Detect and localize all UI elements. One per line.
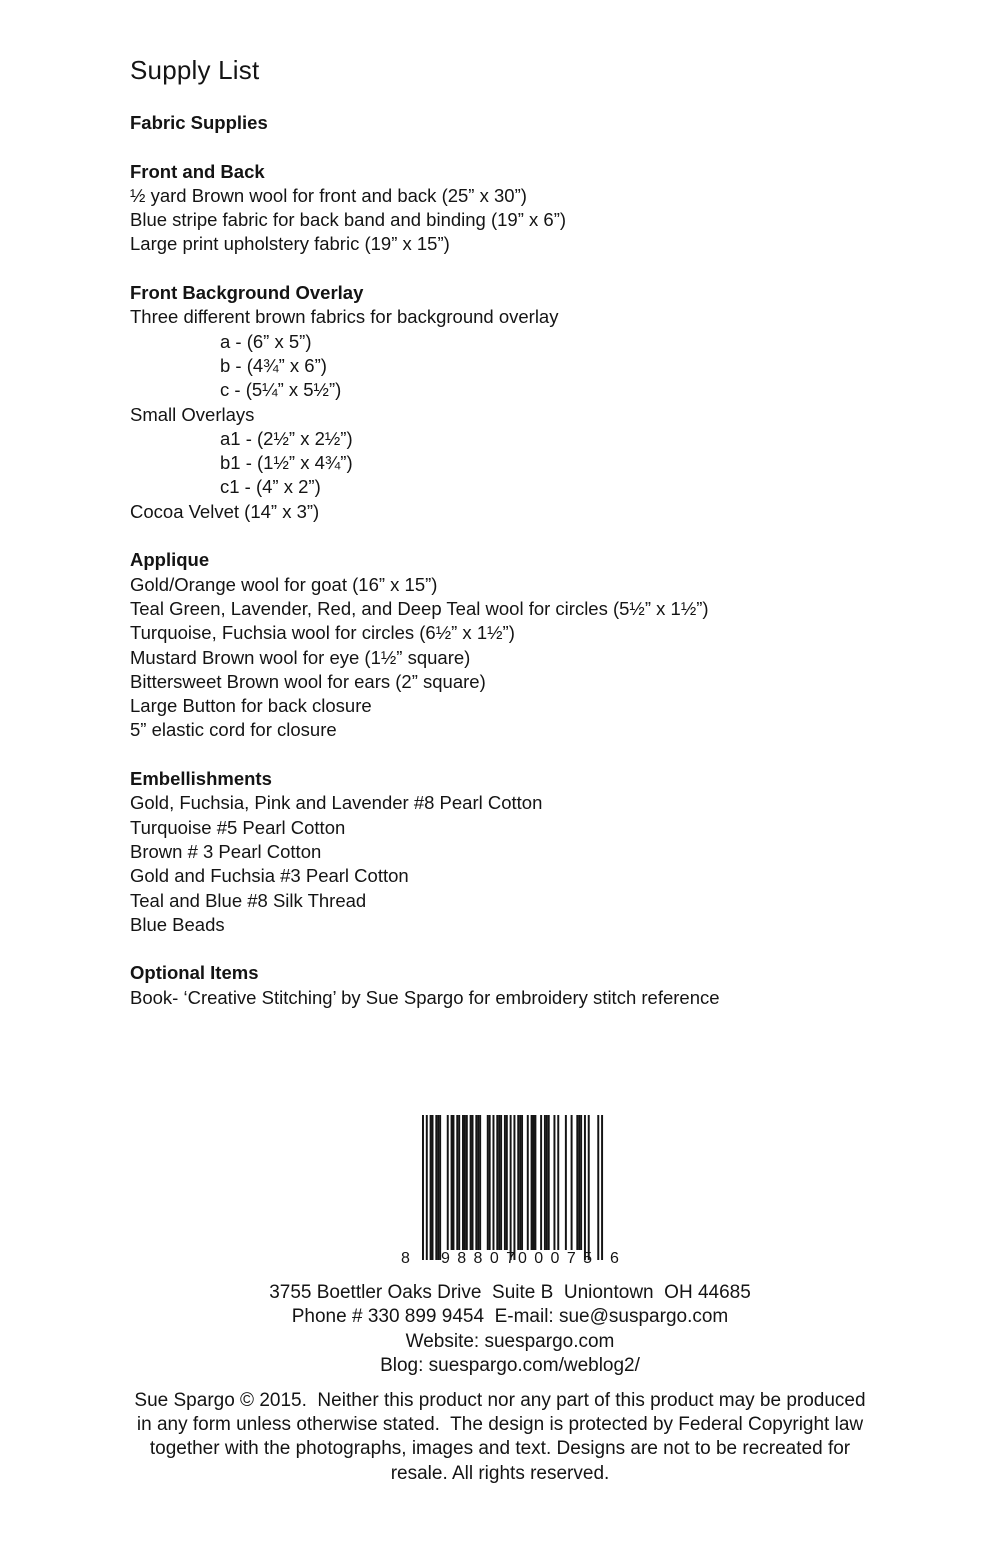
supply-line: Bittersweet Brown wool for ears (2” square) (130, 670, 486, 692)
supply-line-sub-c1: c1 - (4” x 2”) (220, 476, 321, 498)
barcode-digit-trail: 6 (610, 1250, 619, 1267)
supply-line: Small Overlays (130, 403, 255, 425)
section-front-background-overlay (130, 281, 890, 524)
barcode-digit-lead: 8 (401, 1250, 410, 1267)
section-heading-front-background-overlay: Front Background Overlay (130, 282, 364, 304)
supply-line-sub-b1: b1 - (1½” x 4¾”) (220, 452, 353, 474)
supply-line: Mustard Brown wool for eye (1½” square) (130, 646, 471, 668)
supply-line: Large Button for back closure (130, 695, 372, 717)
supply-line-sub-b: b - (4¾” x 6”) (220, 354, 327, 376)
copyright-line: together with the photographs, images and text. Designs are not to be recreated for (149, 1438, 851, 1460)
supply-line: Gold, Fuchsia, Pink and Lavender #8 Pearl Cotton (130, 792, 543, 814)
supply-line: Blue Beads (130, 913, 225, 935)
section-heading-applique: Applique (130, 549, 210, 571)
supply-line: Turquoise #5 Pearl Cotton (130, 816, 346, 838)
copyright-line: in any form unless otherwise stated. The design is protected by Federal Copyright law (136, 1414, 864, 1436)
section-fabric-supplies (130, 111, 890, 135)
copyright-block (0, 1389, 1000, 1486)
section-optional-items (130, 961, 890, 1010)
supply-line: Teal Green, Lavender, Red, and Deep Teal wool for circles (5½” x 1½”) (130, 597, 709, 619)
supply-line: Large print upholstery fabric (19” x 15”) (130, 233, 450, 255)
supply-line-sub-c: c - (5¼” x 5½”) (220, 379, 342, 401)
section-heading-embellishments: Embellishments (130, 768, 272, 790)
supply-line-sub-a: a - (6” x 5”) (220, 330, 312, 352)
barcode-digits-left: 98807 (441, 1250, 515, 1267)
barcode-bars (422, 1115, 603, 1260)
contact-block (10, 1281, 1000, 1378)
section-front-and-back (130, 160, 890, 257)
copyright-line: Sue Spargo © 2015. Neither this product nor any part of this product may be produced (134, 1390, 866, 1411)
page-title: Supply List (130, 55, 260, 85)
barcode-digits-right: 00075 (518, 1250, 592, 1267)
supply-line: Gold/Orange wool for goat (16” x 15”) (130, 573, 438, 595)
supply-list-content (130, 55, 890, 1010)
section-embellishments (130, 767, 890, 937)
supply-line-sub-a1: a1 - (2½” x 2½”) (220, 427, 353, 449)
contact-blog: Blog: suespargo.com/weblog2/ (380, 1354, 640, 1376)
supply-line: 5” elastic cord for closure (130, 719, 337, 741)
supply-line: Gold and Fuchsia #3 Pearl Cotton (130, 865, 409, 887)
supply-line: Three different brown fabrics for background overlay (130, 306, 559, 328)
section-heading-fabric-supplies: Fabric Supplies (130, 112, 268, 133)
supply-line: Blue stripe fabric for back band and binding (19” x 6”) (130, 209, 567, 231)
contact-address: 3755 Boettler Oaks Drive Suite B Uniontown OH 44685 (269, 1282, 751, 1303)
supply-line: Cocoa Velvet (14” x 3”) (130, 500, 320, 522)
supply-line: Teal and Blue #8 Silk Thread (130, 889, 367, 911)
upc-barcode (395, 1113, 625, 1268)
supply-line: ½ yard Brown wool for front and back (25” x 30”) (130, 184, 527, 206)
supply-line: Brown # 3 Pearl Cotton (130, 840, 322, 862)
supply-line: Turquoise, Fuchsia wool for circles (6½” x 1½”) (130, 622, 515, 644)
section-heading-optional-items: Optional Items (130, 962, 259, 984)
copyright-line: resale. All rights reserved. (390, 1462, 610, 1484)
contact-website: Website: suespargo.com (405, 1330, 615, 1352)
contact-phone-email: Phone # 330 899 9454 E-mail: sue@suspargo.com (291, 1306, 729, 1328)
supply-line: Book- ‘Creative Stitching’ by Sue Spargo for embroidery stitch reference (130, 986, 720, 1008)
section-applique (130, 548, 890, 742)
section-heading-front-and-back: Front and Back (130, 160, 265, 182)
